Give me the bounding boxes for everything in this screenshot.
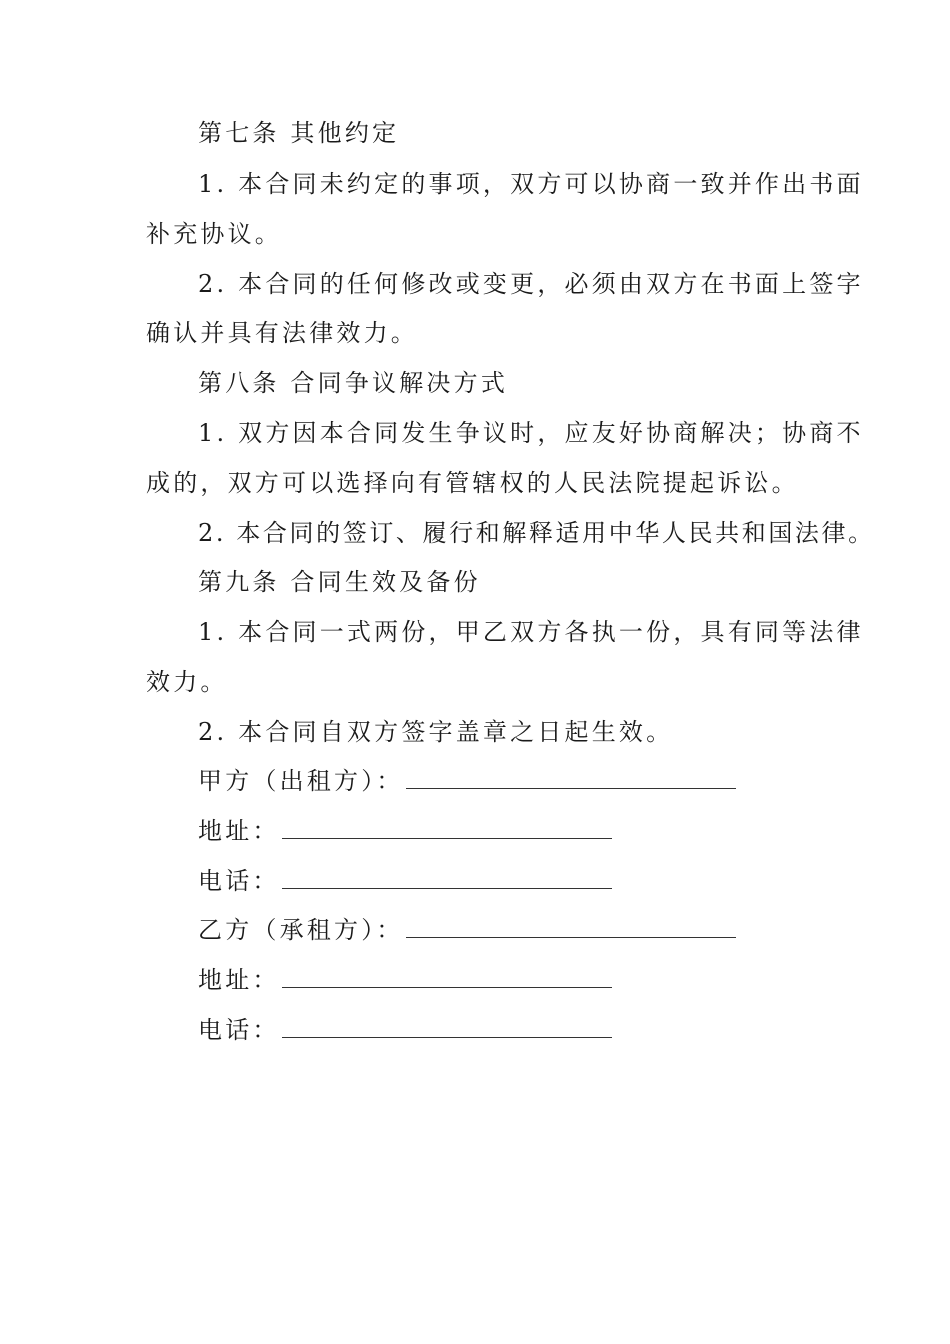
party-b-phone-row [198, 1015, 612, 1045]
party-b-address-label: 地址： [198, 966, 280, 994]
party-b-address-blank[interactable] [282, 965, 612, 988]
party-a-address-blank[interactable] [282, 816, 612, 839]
article-7-clause-2-line-1: 2. 本合同的任何修改或变更，必须由双方在书面上签字 [198, 270, 864, 298]
party-b-row [198, 915, 736, 945]
party-b-phone-label: 电话： [198, 1016, 280, 1044]
article-7-clause-1-line-1: 1. 本合同未约定的事项，双方可以协商一致并作出书面 [198, 170, 864, 198]
party-b-phone-blank[interactable] [282, 1015, 612, 1038]
party-a-signature-blank[interactable] [406, 766, 736, 789]
party-a-address-row [198, 816, 612, 846]
party-a-label: 甲方（出租方）： [198, 767, 404, 795]
party-a-phone-row [198, 866, 612, 896]
article-8-clause-1-line-2: 成的，双方可以选择向有管辖权的人民法院提起诉讼。 [146, 469, 799, 497]
article-9-heading: 第九条 合同生效及备份 [198, 568, 481, 596]
article-9-clause-2-line-1: 2. 本合同自双方签字盖章之日起生效。 [198, 718, 674, 746]
party-a-phone-blank[interactable] [282, 866, 612, 889]
article-9-clause-1-line-1: 1. 本合同一式两份，甲乙双方各执一份，具有同等法律 [198, 618, 864, 646]
party-b-address-row [198, 965, 612, 995]
article-7-clause-2-line-2: 确认并具有法律效力。 [146, 319, 418, 347]
article-9-clause-1-line-2: 效力。 [146, 668, 228, 696]
article-8-clause-1-line-1: 1. 双方因本合同发生争议时，应友好协商解决；协商不 [198, 419, 864, 447]
article-8-heading: 第八条 合同争议解决方式 [198, 369, 509, 397]
article-8-clause-2-line-1: 2. 本合同的签订、履行和解释适用中华人民共和国法律。 [198, 519, 875, 547]
party-a-phone-label: 电话： [198, 867, 280, 895]
article-7-clause-1-line-2: 补充协议。 [146, 220, 282, 248]
article-7-heading: 第七条 其他约定 [198, 119, 400, 147]
party-b-label: 乙方（承租方）： [198, 916, 404, 944]
party-a-row [198, 766, 736, 796]
party-b-signature-blank[interactable] [406, 915, 736, 938]
party-a-address-label: 地址： [198, 817, 280, 845]
